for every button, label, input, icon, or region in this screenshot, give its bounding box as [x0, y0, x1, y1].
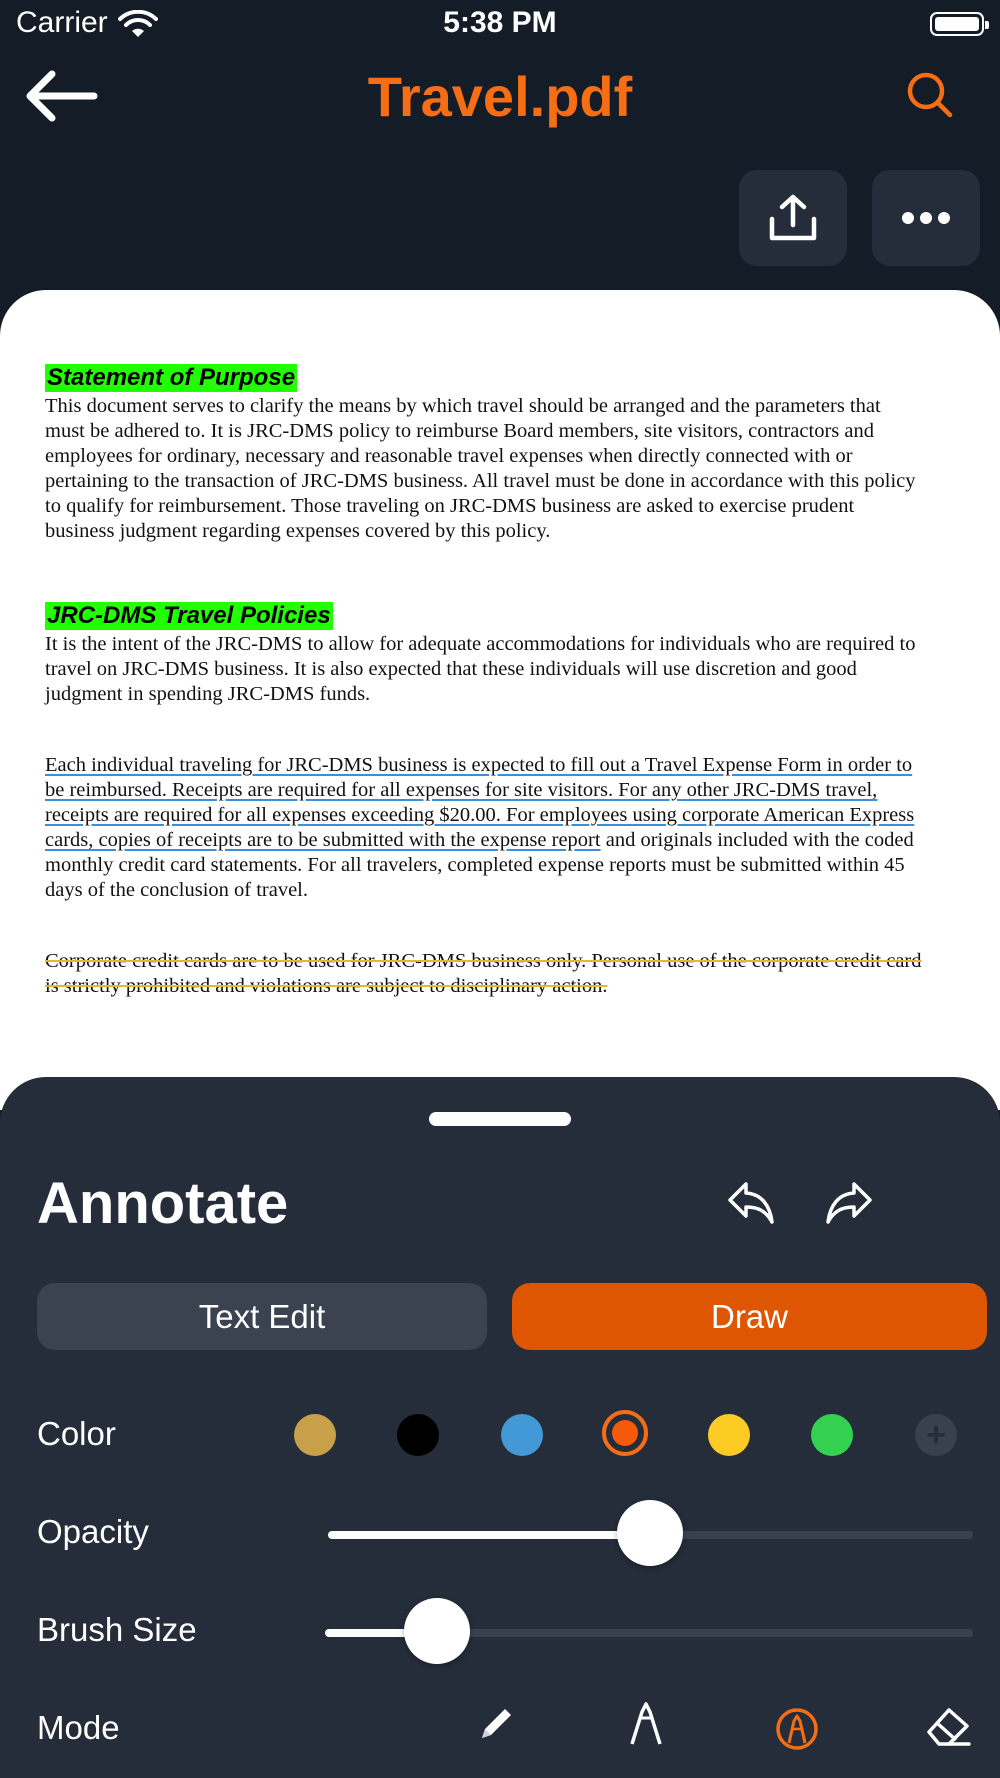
color-label: Color [37, 1415, 116, 1452]
opacity-label: Opacity [37, 1513, 149, 1550]
heading-travel-policies: JRC-DMS Travel Policies [47, 602, 331, 629]
more-button[interactable] [872, 170, 980, 266]
more-icon [901, 211, 951, 225]
paragraph-purpose: This document serves to clarify the means by which travel should be arranged and the parameters that must be adhered to. It is JRC-DMS policy to reimburse Board members, site visitors, contractors and employees for ordinary, necessary and reasonable travel expenses when directly connected with or pertaining to the transaction of JRC-DMS business. All travel must be done in accordance with this policy to qualify for reimbursement. Those traveling on JRC-DMS business are asked to exercise prudent business judgment regarding expenses covered by this policy. [45, 395, 916, 542]
tab-text-edit[interactable]: Text Edit [37, 1283, 487, 1350]
search-icon[interactable] [905, 70, 955, 120]
plus-icon[interactable]: + [915, 1414, 957, 1456]
opacity-slider-thumb[interactable] [617, 1500, 683, 1566]
undo-icon[interactable] [726, 1180, 776, 1226]
page-title: Travel.pdf [367, 65, 633, 128]
document-content [45, 364, 925, 999]
battery-icon [930, 12, 984, 36]
sheet-handle[interactable] [429, 1112, 571, 1126]
mode-label: Mode [37, 1709, 120, 1746]
highlighter-icon[interactable] [775, 1707, 819, 1751]
pdf-page[interactable] [0, 290, 1000, 1110]
pen-icon[interactable] [476, 1704, 516, 1744]
swatch-yellow[interactable] [708, 1414, 750, 1456]
carrier-label: Carrier [16, 6, 108, 39]
paragraph-policies-intent: It is the intent of the JRC-DMS to allow for adequate accommodations for individuals who are required to travel on JRC-DMS business. It is also expected that these individuals will use discretion and good judgment in spending JRC-DMS funds. [45, 633, 916, 705]
swatch-gold[interactable] [294, 1414, 336, 1456]
swatch-orange-selected[interactable] [602, 1410, 648, 1456]
strikethrough-annotation[interactable]: Corporate credit cards are to be used for JRC-DMS business only. Personal use of the corporate credit card is strictly prohibited and violations are subject to disciplinary action. [45, 950, 922, 997]
eraser-icon[interactable] [925, 1706, 971, 1748]
marker-icon[interactable] [627, 1702, 665, 1746]
brush-size-label: Brush Size [37, 1611, 197, 1648]
swatch-blue[interactable] [501, 1414, 543, 1456]
heading-statement-of-purpose: Statement of Purpose [47, 364, 296, 391]
paragraph-expense-form-rest: and originals included with the coded monthly credit card statements. For all travelers, completed expense reports must be submitted within 45 days of the conclusion of travel. [45, 829, 914, 901]
status-time: 5:38 PM [443, 6, 557, 39]
swatch-black[interactable] [397, 1414, 439, 1456]
paragraph-expense-form [45, 753, 925, 903]
share-button[interactable] [739, 170, 847, 266]
swatch-green[interactable] [811, 1414, 853, 1456]
annotate-title: Annotate [37, 1171, 289, 1236]
share-icon [766, 193, 820, 243]
tab-draw[interactable]: Draw [512, 1283, 987, 1350]
brush-size-slider-thumb[interactable] [404, 1598, 470, 1664]
underline-annotation[interactable]: Each individual traveling for JRC-DMS business is expected to fill out a Travel Expense Form in order to be reimbursed. Receipts are required for all expenses for site visitors. For any other JRC-DMS travel, receipts are required for all expenses exceeding $20.00. For employees using corporate American Express cards, copies of receipts are to be submitted with the expense report [45, 754, 915, 851]
redo-icon[interactable] [824, 1180, 874, 1226]
